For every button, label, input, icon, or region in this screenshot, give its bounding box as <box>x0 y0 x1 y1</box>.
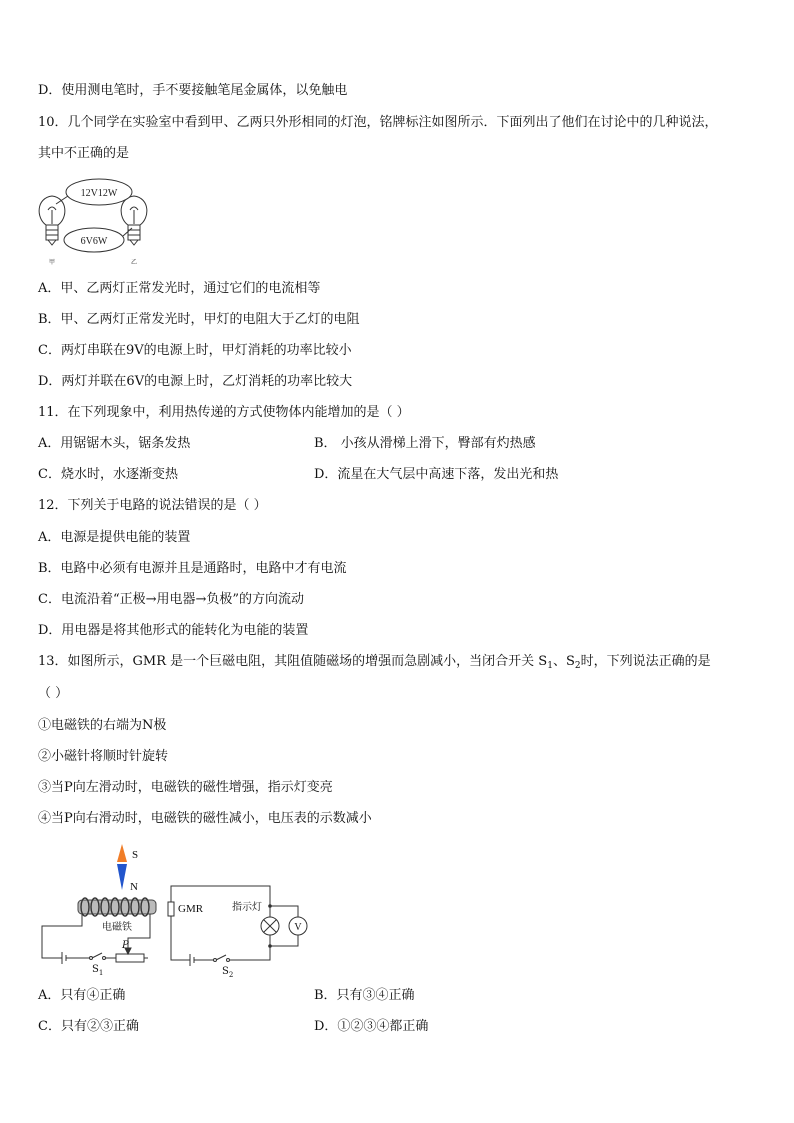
q10-option-a: A．甲、乙两灯正常发光时，通过它们的电流相等 <box>38 281 321 296</box>
q13-option-c: C．只有②③正确 <box>38 1019 139 1034</box>
slider-label: P <box>122 940 129 951</box>
q13-statement-3: ③当P向左滑动时，电磁铁的磁性增强，指示灯变亮 <box>38 780 333 795</box>
compass-needle-south <box>117 844 127 862</box>
q12-option-d: D．用电器是将其他形式的能转化为电能的装置 <box>38 623 309 638</box>
q11-option-a: A．用锯锯木头，锯条发热 <box>38 436 191 451</box>
q13-stem-part2: 、S <box>552 654 575 669</box>
needle-n-label: N <box>130 881 138 893</box>
q12-option-c: C．电流沿着“正极→用电器→负极”的方向流动 <box>38 592 305 607</box>
compass-needle-north <box>117 864 127 890</box>
q12-option-a: A．电源是提供电能的装置 <box>38 530 191 545</box>
q13-sub2: 2 <box>574 661 581 671</box>
q13-option-d: D．①②③④都正确 <box>314 1019 429 1034</box>
q13-stem-part1: 13．如图所示，GMR 是一个巨磁电阻，其阻值随磁场的增强而急剧减小，当闭合开关 S <box>38 654 548 669</box>
q10-option-c: C．两灯串联在9V的电源上时，甲灯消耗的功率比较小 <box>38 343 352 358</box>
q11-option-b: B． 小孩从滑梯上滑下，臀部有灼热感 <box>314 436 536 451</box>
bulb-left <box>39 196 65 245</box>
q13-statement-1: ①电磁铁的右端为N极 <box>38 718 167 733</box>
q13-stem-line1 <box>38 654 711 674</box>
lamp-label: 指示灯 <box>232 902 262 913</box>
q12-option-b: B．电路中必须有电源并且是通路时，电路中才有电流 <box>38 561 347 576</box>
switch1-label <box>92 964 103 977</box>
q11-stem: 11．在下列现象中，利用热传递的方式使物体内能增加的是（ ） <box>38 405 410 420</box>
q10-bulbs-figure <box>34 170 164 268</box>
q10-option-d: D．两灯并联在6V的电源上时，乙灯消耗的功率比较大 <box>38 374 353 389</box>
bulb-right-rating: 6V6W <box>80 236 108 247</box>
bulb-left-label: 甲 <box>48 259 56 266</box>
q9-option-d: D．使用测电笔时，手不要接触笔尾金属体，以免触电 <box>38 83 348 98</box>
switch1-letter: S <box>92 964 99 975</box>
left-circuit <box>42 914 150 964</box>
q13-stem-line2: （ ） <box>38 686 69 701</box>
magnet-label: 电磁铁 <box>102 922 132 933</box>
q13-option-b: B．只有③④正确 <box>314 988 415 1003</box>
switch2-label <box>222 966 233 979</box>
bulb-right <box>121 196 147 245</box>
q13-stem-part3: 时，下列说法正确的是 <box>580 654 711 669</box>
q13-circuit-figure <box>38 840 328 980</box>
voltmeter-label: V <box>294 922 302 933</box>
needle-s-label: S <box>132 849 139 861</box>
q10-stem-line2: 其中不正确的是 <box>38 146 130 161</box>
q10-option-b: B．甲、乙两灯正常发光时，甲灯的电阻大于乙灯的电阻 <box>38 312 360 327</box>
q13-sub1: 1 <box>547 661 553 671</box>
q13-statement-2: ②小磁针将顺时针旋转 <box>38 749 169 764</box>
switch2-sub: 2 <box>228 971 234 979</box>
q13-option-a: A．只有④正确 <box>38 988 126 1003</box>
q11-option-c: C．烧水时，水逐渐变热 <box>38 467 178 482</box>
switch2-letter: S <box>222 966 229 977</box>
switch1-sub: 1 <box>98 969 104 977</box>
q11-option-d: D．流星在大气层中高速下落，发出光和热 <box>314 467 559 482</box>
electromagnet <box>78 898 156 916</box>
bulb-left-rating: 12V12W <box>80 188 118 199</box>
q12-stem: 12．下列关于电路的说法错误的是（ ） <box>38 498 267 513</box>
right-circuit <box>168 886 307 966</box>
bulb-right-label: 乙 <box>130 259 138 266</box>
gmr-label: GMR <box>178 903 204 915</box>
q10-stem-line1: 10．几个同学在实验室中看到甲、乙两只外形相同的灯泡，铭牌标注如图所示．下面列出了他们在讨论中的几种说法， <box>38 115 718 130</box>
q13-statement-4: ④当P向右滑动时，电磁铁的磁性减小，电压表的示数减小 <box>38 811 372 826</box>
